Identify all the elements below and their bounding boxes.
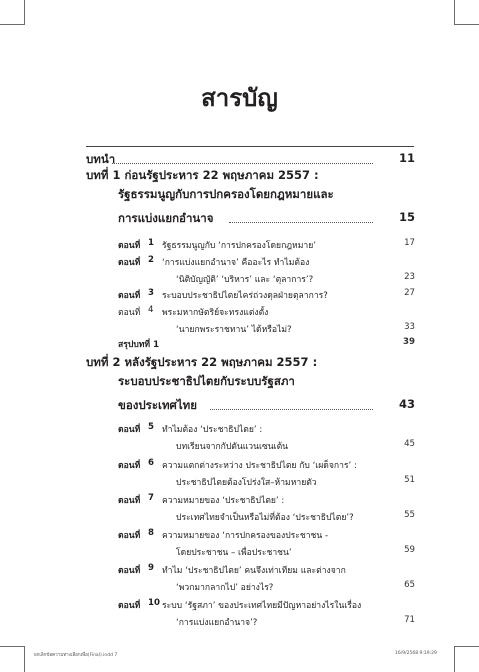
toc-entry-text: ระบอบประชาธิปไตยกับระบบรัฐสภา bbox=[118, 374, 295, 388]
toc-entry-row bbox=[0, 545, 479, 563]
footer-timestamp: 16/9/2568 9:19:29 bbox=[395, 651, 437, 656]
page-number: 11 bbox=[398, 151, 415, 165]
toc-section-row bbox=[0, 458, 479, 476]
toc-section-row bbox=[0, 422, 479, 440]
toc-entry-text: รัฐธรรมนูญกับการปกครองโดยกฎหมายและ bbox=[118, 187, 334, 201]
crop-mark bbox=[454, 0, 455, 25]
toc-entry-row bbox=[0, 337, 479, 355]
page-number: 45 bbox=[404, 439, 415, 449]
crop-mark bbox=[0, 646, 25, 647]
page-number: 51 bbox=[404, 475, 415, 485]
toc-entry-text: บทที่ 1 ก่อนรัฐประหาร 22 พฤษภาคม 2557 : bbox=[86, 168, 319, 182]
page-number: 17 bbox=[404, 238, 415, 248]
toc-entry-text: ระบบ ‘รัฐสภา’ ของประเทศไทยมีปัญหาอย่างไรในเรื่อง bbox=[162, 601, 362, 611]
title-divider bbox=[86, 146, 414, 147]
crop-mark bbox=[24, 0, 25, 25]
toc-entry-row bbox=[0, 615, 479, 633]
section-label: ตอนที่ bbox=[118, 308, 141, 318]
section-number: 5 bbox=[148, 422, 154, 432]
crop-mark bbox=[454, 646, 455, 672]
toc-entry-text: ความแตกต่างระหว่าง ประชาธิปไตย กับ ‘เผด็จการ’ : bbox=[162, 461, 357, 471]
toc-entry-text: ‘นิติบัญญัติ’ ‘บริหาร’ และ ‘ตุลาการ’? bbox=[176, 275, 314, 285]
toc-entry-text: ความหมายของ ‘ประชาธิปไตย’ : bbox=[162, 496, 285, 506]
toc-entry-text: โดยประชาชน – เพื่อประชาชน’ bbox=[176, 548, 292, 558]
page-number: 33 bbox=[404, 322, 415, 332]
section-label: ตอนที่ bbox=[118, 531, 141, 541]
section-number: 8 bbox=[148, 528, 154, 538]
toc-entry-row bbox=[0, 580, 479, 598]
toc-entry-text: ทำไม ‘ประชาธิปไตย’ คนจึงเท่าเทียม และต่างจาก bbox=[162, 566, 346, 576]
section-label: ตอนที่ bbox=[118, 461, 141, 471]
toc-entry-text: ทำไมต้อง ‘ประชาธิปไตย’ : bbox=[162, 425, 263, 435]
toc-section-row bbox=[0, 288, 479, 306]
page-title: สารบัญ bbox=[201, 84, 278, 112]
toc-entry-text: ประเทศไทยจำเป็นหรือไม่ที่ต้อง ‘ประชาธิปไตย’? bbox=[176, 513, 354, 523]
toc-entry-text: ความหมายของ ‘การปกครองของประชาชน - bbox=[162, 531, 329, 541]
toc-entry-text: พระมหากษัตริย์จะทรงแต่งตั้ง bbox=[162, 308, 269, 318]
page-number: 23 bbox=[404, 272, 415, 282]
page-number: 71 bbox=[404, 615, 415, 625]
toc-entry-text: สรุปบทที่ 1 bbox=[118, 340, 160, 350]
crop-mark bbox=[0, 24, 25, 25]
crop-mark bbox=[454, 646, 479, 647]
section-number: 9 bbox=[148, 563, 154, 573]
section-number: 2 bbox=[148, 255, 154, 265]
toc-section-row bbox=[0, 238, 479, 256]
toc-section-row bbox=[0, 255, 479, 273]
page-number: 55 bbox=[404, 510, 415, 520]
toc-entry-text: บทที่ 2 หลังรัฐประหาร 22 พฤษภาคม 2557 : bbox=[86, 355, 318, 369]
page-number: 65 bbox=[404, 580, 415, 590]
toc-section-row bbox=[0, 598, 479, 616]
toc-entry-text: ‘การแบ่งแยกอำนาจ’? bbox=[176, 618, 258, 628]
section-label: ตอนที่ bbox=[118, 291, 141, 301]
dot-leader bbox=[112, 163, 373, 164]
footer-file-name: ยกเลิกข้อความทางเลือกเพื่อ(Final).indd 7 bbox=[34, 653, 118, 658]
toc-entry-row bbox=[0, 186, 479, 204]
toc-entry-row bbox=[0, 439, 479, 457]
toc-entry-text: รัฐธรรมนูญกับ ‘การปกครองโดยกฎหมาย’ bbox=[162, 241, 316, 251]
toc-entry-text: การแบ่งแยกอำนาจ bbox=[118, 211, 214, 225]
section-label: ตอนที่ bbox=[118, 241, 141, 251]
section-label: ตอนที่ bbox=[118, 496, 141, 506]
toc-entry-text: ‘พวกมากลากไป’ อย่างไร? bbox=[176, 583, 274, 593]
toc-section-row bbox=[0, 563, 479, 581]
toc-entry-row bbox=[0, 397, 479, 415]
section-label: ตอนที่ bbox=[118, 566, 141, 576]
section-label: ตอนที่ bbox=[118, 425, 141, 435]
dot-leader bbox=[210, 409, 373, 410]
crop-mark bbox=[454, 24, 479, 25]
page-number: 39 bbox=[403, 337, 415, 347]
section-number: 1 bbox=[148, 238, 154, 248]
toc-entry-row bbox=[0, 210, 479, 228]
page-number: 27 bbox=[404, 288, 415, 298]
toc-entry-text: ‘การแบ่งแยกอำนาจ’ คืออะไร ทำไมต้อง bbox=[162, 258, 310, 268]
toc-entry-text: บทเรียนจากกัปตันแวนเซนเต้น bbox=[176, 442, 289, 452]
section-number: 7 bbox=[148, 493, 154, 503]
toc-section-row bbox=[0, 493, 479, 511]
toc-entry-row bbox=[0, 167, 479, 185]
toc-entry-text: ระบอบประชาธิปไตยไคร่ถ่วงดุลฝ่ายตุลาการ? bbox=[162, 291, 328, 301]
toc-entry-row bbox=[0, 510, 479, 528]
section-label: ตอนที่ bbox=[118, 601, 141, 611]
page-number: 59 bbox=[404, 545, 415, 555]
page-number: 43 bbox=[398, 397, 415, 411]
toc-section-row bbox=[0, 528, 479, 546]
toc-entry-text: บทนำ bbox=[86, 152, 116, 166]
toc-entry-row bbox=[0, 373, 479, 391]
section-number: 6 bbox=[148, 458, 154, 468]
toc-entry-row bbox=[0, 354, 479, 372]
toc-entry-text: ของประเทศไทย bbox=[118, 398, 197, 412]
section-number: 4 bbox=[148, 305, 154, 315]
section-number: 3 bbox=[148, 288, 154, 298]
dot-leader bbox=[229, 222, 373, 223]
section-number: 10 bbox=[148, 598, 160, 608]
page-number: 15 bbox=[398, 210, 415, 224]
toc-section-row bbox=[0, 305, 479, 323]
toc-entry-row bbox=[0, 475, 479, 493]
toc-entry-text: ‘นายกพระราชทาน’ ได้หรือไม่? bbox=[176, 325, 292, 335]
crop-mark bbox=[24, 646, 25, 672]
toc-entry-text: ประชาธิปไตยต้องโปร่งใส–ห้ามหายตัว bbox=[176, 478, 317, 488]
section-label: ตอนที่ bbox=[118, 258, 141, 268]
